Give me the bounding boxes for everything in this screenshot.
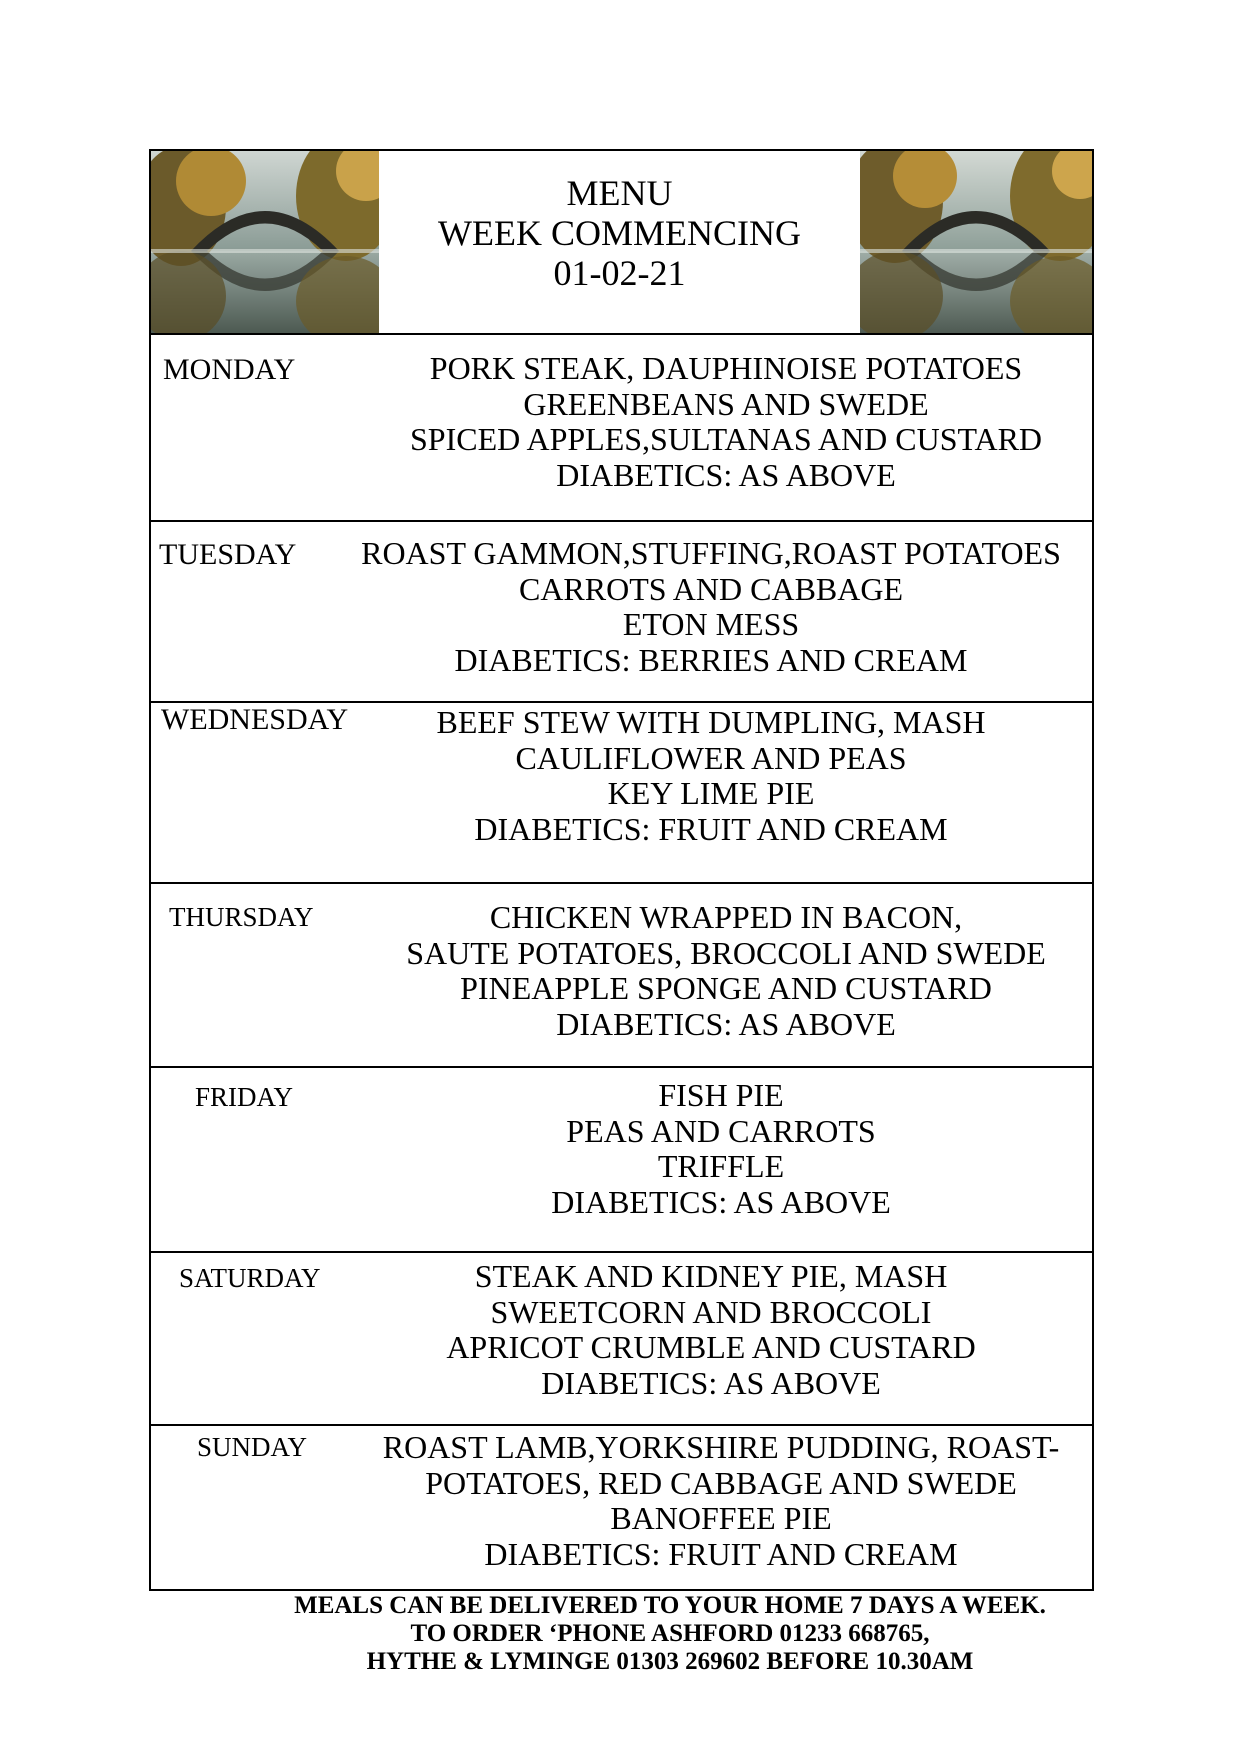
day-label-tuesday: TUESDAY xyxy=(159,538,297,571)
ashford-phone: TO ORDER ‘PHONE ASHFORD 01233 668765, xyxy=(410,1620,930,1647)
week-date: 01-02-21 xyxy=(553,253,686,293)
menu-header xyxy=(151,151,1092,335)
dish-line: TRIFFLE xyxy=(657,1148,785,1184)
dish-list-monday xyxy=(361,351,1091,493)
dish-line: DIABETICS: BERRIES AND CREAM xyxy=(454,641,968,678)
bridge-photo-left xyxy=(151,151,379,333)
dish-list-thursday xyxy=(361,900,1091,1042)
menu-title-line: MENU xyxy=(566,173,673,213)
day-row-saturday xyxy=(151,1253,1092,1426)
dish-line: PEAS AND CARROTS xyxy=(566,1112,876,1149)
dish-line: ETON MESS xyxy=(622,606,800,642)
day-row-wednesday xyxy=(151,703,1092,884)
day-label-friday: FRIDAY xyxy=(195,1082,294,1112)
day-label-thursday: THURSDAY xyxy=(169,902,314,932)
day-row-tuesday xyxy=(151,522,1092,703)
dish-line: ROAST LAMB,YORKSHIRE PUDDING, ROAST- xyxy=(382,1429,1060,1465)
dish-line: SWEETCORN AND BROCCOLI xyxy=(490,1293,932,1330)
dish-line: DIABETICS: FRUIT AND CREAM xyxy=(484,1535,958,1572)
day-label-monday: MONDAY xyxy=(163,353,296,386)
day-label-sunday: SUNDAY xyxy=(197,1432,308,1462)
day-label-wednesday: WEDNESDAY xyxy=(161,703,349,736)
dish-line: POTATOES, RED CABBAGE AND SWEDE xyxy=(425,1464,1017,1501)
dish-line: SPICED APPLES,SULTANAS AND CUSTARD xyxy=(409,421,1043,457)
menu-table xyxy=(149,149,1094,1591)
dish-line: ROAST GAMMON,STUFFING,ROAST POTATOES xyxy=(361,535,1061,571)
dish-list-tuesday xyxy=(331,536,1091,678)
hythe-lyminge-phone: HYTHE & LYMINGE 01303 269602 BEFORE 10.30AM xyxy=(366,1648,974,1675)
week-commencing-label: WEEK COMMENCING xyxy=(438,213,801,253)
day-row-friday xyxy=(151,1068,1092,1253)
dish-line: SAUTE POTATOES, BROCCOLI AND SWEDE xyxy=(406,934,1046,971)
dish-line: APRICOT CRUMBLE AND CUSTARD xyxy=(446,1329,976,1365)
delivery-note: MEALS CAN BE DELIVERED TO YOUR HOME 7 DAYS A WEEK. xyxy=(294,1592,1046,1619)
dish-line: DIABETICS: FRUIT AND CREAM xyxy=(474,810,948,847)
dish-line: CHICKEN WRAPPED IN BACON, xyxy=(489,899,963,935)
dish-line: DIABETICS: AS ABOVE xyxy=(556,1005,896,1042)
dish-line: DIABETICS: AS ABOVE xyxy=(551,1183,891,1220)
dish-list-sunday xyxy=(351,1430,1091,1572)
dish-line: GREENBEANS AND SWEDE xyxy=(523,385,929,422)
dish-line: CARROTS AND CABBAGE xyxy=(518,570,904,607)
dish-line: BANOFFEE PIE xyxy=(610,1500,832,1536)
day-label-saturday: SATURDAY xyxy=(179,1263,321,1293)
dish-line: KEY LIME PIE xyxy=(607,775,815,811)
dish-line: DIABETICS: AS ABOVE xyxy=(541,1364,881,1401)
dish-line: STEAK AND KIDNEY PIE, MASH xyxy=(474,1258,948,1294)
ordering-info xyxy=(200,1592,1140,1676)
dish-line: CAULIFLOWER AND PEAS xyxy=(515,739,907,776)
dish-line: BEEF STEW WITH DUMPLING, MASH xyxy=(436,704,986,740)
day-row-thursday xyxy=(151,884,1092,1068)
dish-list-friday xyxy=(451,1078,991,1220)
day-row-monday xyxy=(151,335,1092,522)
menu-title xyxy=(379,173,860,293)
dish-line: PINEAPPLE SPONGE AND CUSTARD xyxy=(460,970,992,1006)
dish-line: DIABETICS: AS ABOVE xyxy=(556,456,896,493)
day-row-sunday xyxy=(151,1426,1092,1589)
dish-list-saturday xyxy=(411,1259,1011,1401)
dish-line: FISH PIE xyxy=(658,1077,784,1113)
dish-list-wednesday xyxy=(411,705,1011,847)
bridge-photo-right xyxy=(860,151,1092,333)
dish-line: PORK STEAK, DAUPHINOISE POTATOES xyxy=(429,350,1023,386)
